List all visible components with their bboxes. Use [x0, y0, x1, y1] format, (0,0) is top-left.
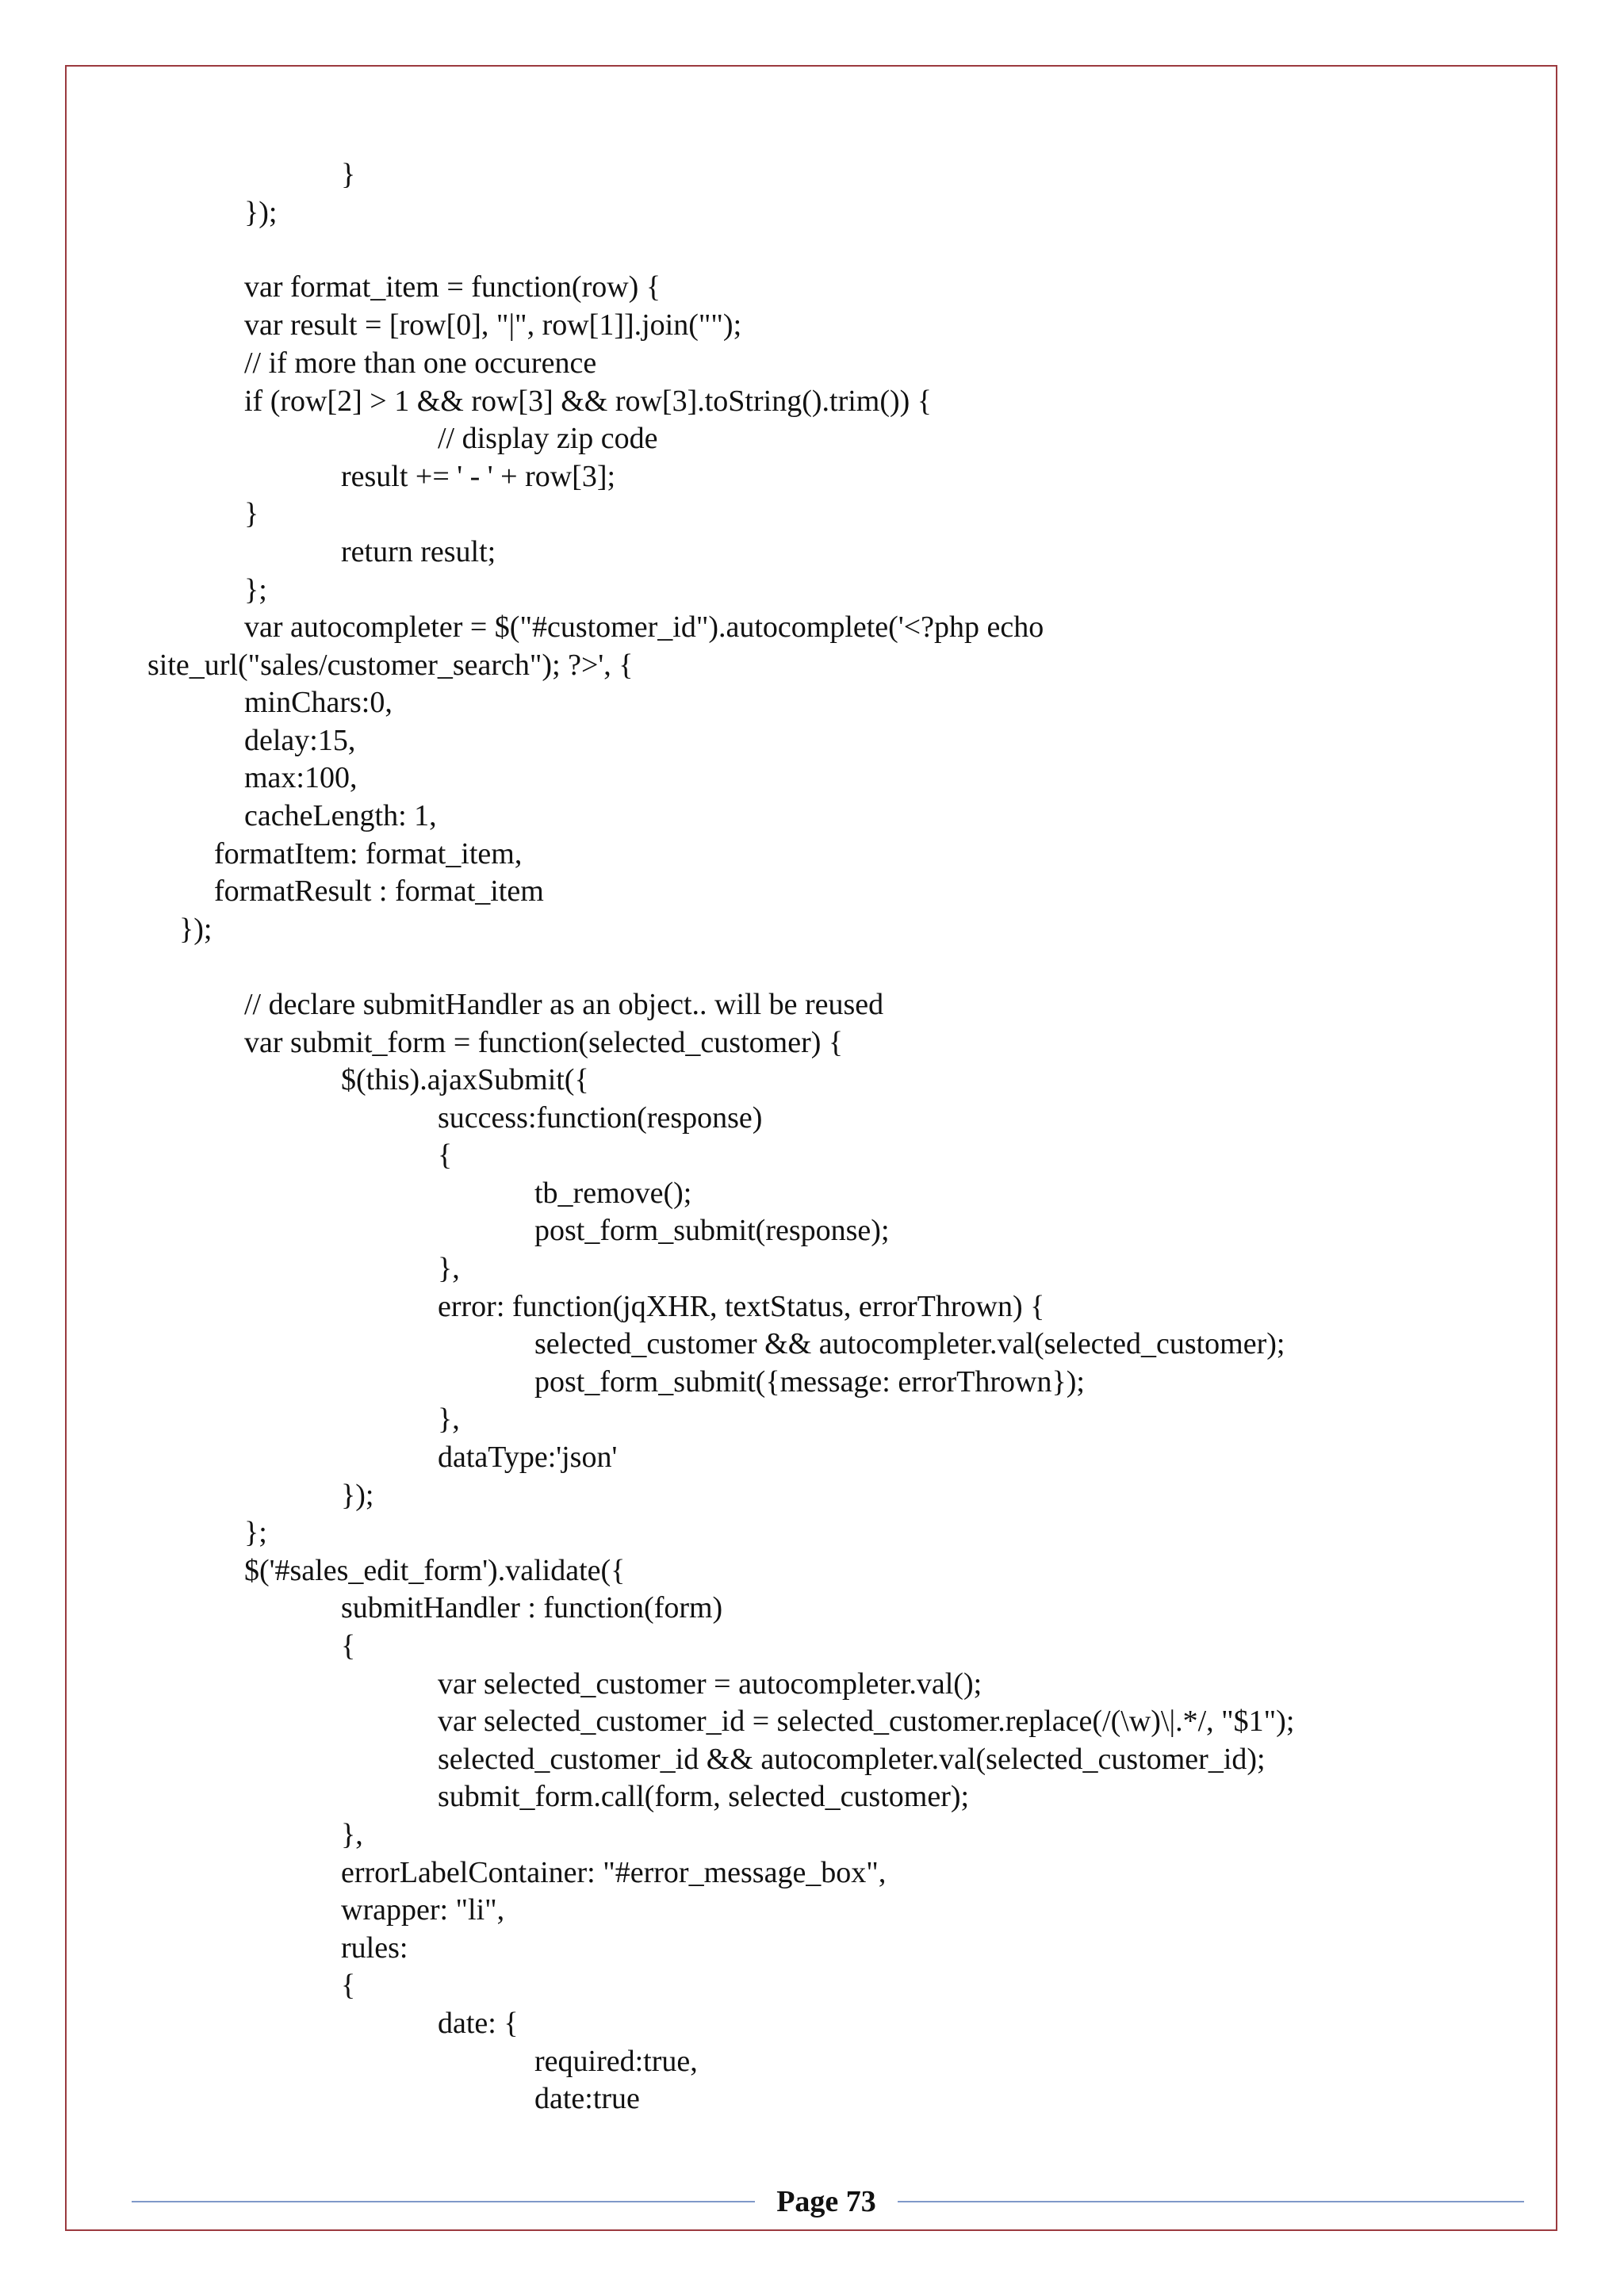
code-line: { — [341, 1629, 356, 1663]
code-line: success:function(response) — [438, 1101, 763, 1135]
code-line: formatResult : format_item — [214, 874, 544, 908]
code-line: delay:15, — [244, 724, 356, 757]
code-line: $('#sales_edit_form').validate({ — [244, 1554, 626, 1587]
code-line: date: { — [438, 2007, 519, 2040]
code-line: return result; — [341, 535, 496, 568]
code-line: }); — [179, 913, 213, 946]
code-line: }; — [244, 573, 267, 607]
code-line: $(this).ajaxSubmit({ — [341, 1063, 589, 1096]
code-line: max:100, — [244, 761, 358, 794]
code-line: var autocompleter = $("#customer_id").autocomplete('<?php echo — [244, 610, 1044, 644]
page-number: Page 73 — [776, 2185, 876, 2218]
code-line: }, — [438, 1402, 460, 1436]
code-line: } — [341, 158, 356, 191]
code-line: errorLabelContainer: "#error_message_box", — [341, 1856, 887, 1889]
code-line: post_form_submit({message: errorThrown}); — [534, 1365, 1085, 1399]
code-line: cacheLength: 1, — [244, 799, 437, 832]
code-line: wrapper: "li", — [341, 1893, 505, 1927]
code-line: formatItem: format_item, — [214, 837, 523, 871]
code-line: // display zip code — [438, 422, 658, 455]
footer-rule-right — [898, 2201, 1524, 2202]
code-line: error: function(jqXHR, textStatus, errorThrown) { — [438, 1290, 1045, 1323]
code-line: dataType:'json' — [438, 1441, 618, 1474]
code-line: }); — [341, 1479, 374, 1512]
code-line: { — [438, 1138, 453, 1172]
code-line: tb_remove(); — [534, 1177, 692, 1210]
code-line: submitHandler : function(form) — [341, 1591, 723, 1624]
code-line: }, — [341, 1818, 363, 1851]
code-line: selected_customer && autocompleter.val(selected_customer); — [534, 1327, 1285, 1360]
code-line: var submit_form = function(selected_customer) { — [244, 1026, 844, 1059]
code-line: rules: — [341, 1931, 408, 1965]
code-line: date:true — [534, 2082, 640, 2115]
code-line: selected_customer_id && autocompleter.val(selected_customer_id); — [438, 1743, 1266, 1776]
code-line: var selected_customer = autocompleter.val(); — [438, 1667, 982, 1701]
code-line: var format_item = function(row) { — [244, 270, 661, 304]
code-line: } — [244, 497, 259, 530]
code-line: }, — [438, 1252, 460, 1285]
code-line: submit_form.call(form, selected_customer); — [438, 1780, 970, 1813]
code-line: required:true, — [534, 2045, 698, 2078]
code-line: }); — [244, 196, 278, 229]
code-line: site_url("sales/customer_search"); ?>', { — [147, 649, 634, 682]
code-line: // if more than one occurence — [244, 346, 597, 380]
code-line: minChars:0, — [244, 686, 393, 719]
code-line: var result = [row[0], "|", row[1]].join(""); — [244, 308, 742, 342]
code-line: { — [341, 1969, 356, 2002]
code-line: result += ' - ' + row[3]; — [341, 460, 616, 493]
code-line: var selected_customer_id = selected_customer.replace(/(\w)\|.*/, "$1"); — [438, 1705, 1295, 1738]
code-line: if (row[2] > 1 && row[3] && row[3].toString().trim()) { — [244, 385, 933, 418]
code-line: post_form_submit(response); — [534, 1214, 890, 1247]
code-line: // declare submitHandler as an object.. will be reused — [244, 988, 884, 1021]
code-line: }; — [244, 1516, 267, 1549]
footer-rule-left — [132, 2201, 755, 2202]
